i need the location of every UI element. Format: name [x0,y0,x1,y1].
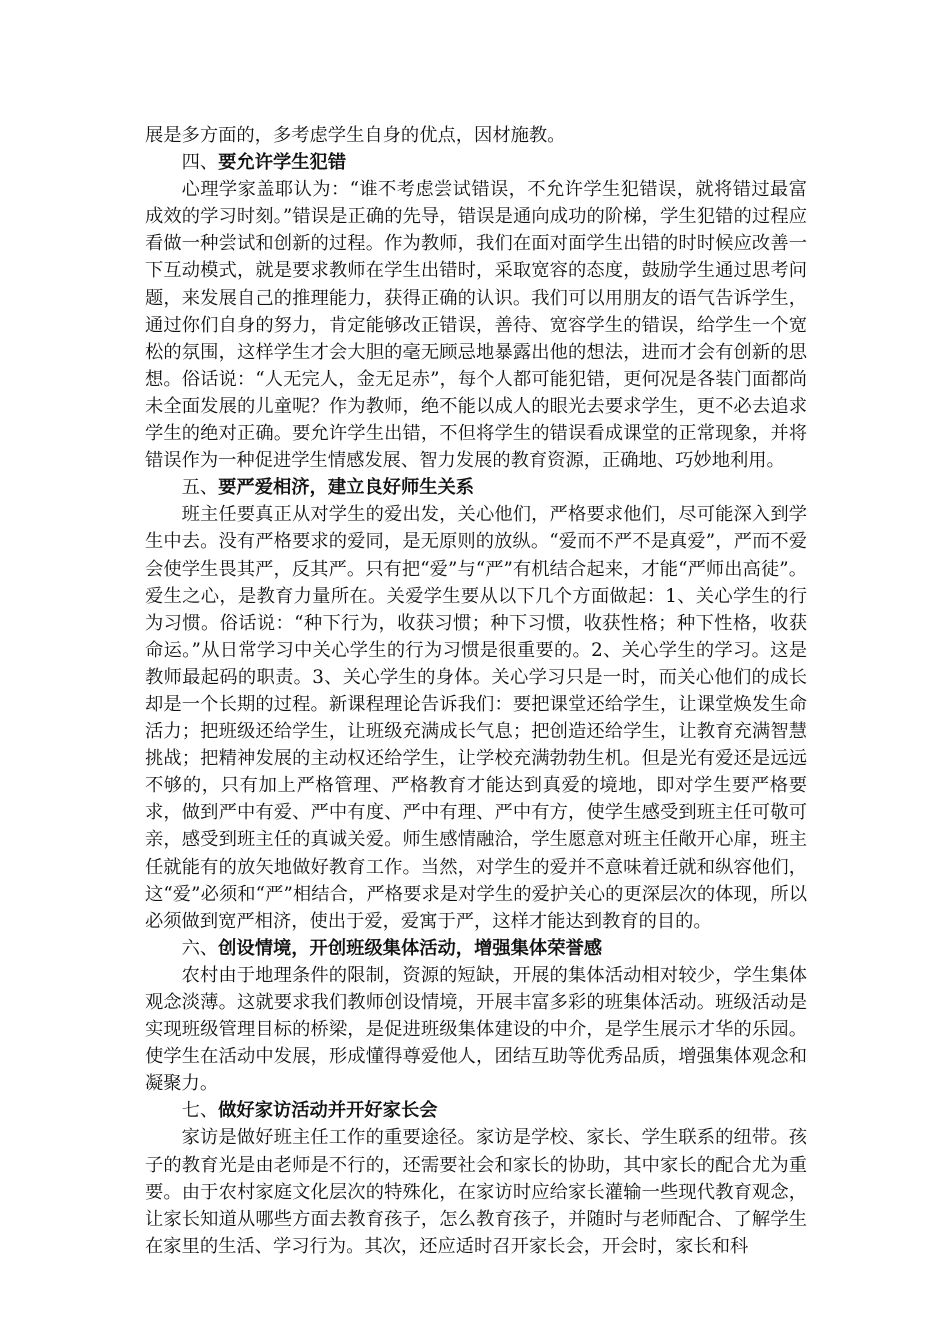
document-page [145,122,807,1260]
section-heading-5 [145,474,807,501]
heading-text: 要严爱相济，建立良好师生关系 [218,477,475,499]
section-heading-7 [145,1097,807,1124]
paragraph-continuation: 展是多方面的，多考虑学生自身的优点，因材施教。 [145,125,566,146]
heading-number: 五、 [181,477,219,499]
section-heading-6 [145,935,807,962]
heading-text: 创设情境，开创班级集体活动，增强集体荣誉感 [218,937,603,959]
heading-number: 七、 [181,1100,219,1122]
heading-text: 做好家访活动并开好家长会 [218,1100,438,1122]
paragraph-home-visits: 家访是做好班主任工作的重要途径。家访是学校、家长、学生联系的纽带。孩子的教育光是由老师是不行的，还需要社会和家长的协助，其中家长的配合尤为重要。由于农村家庭文化层次的特殊化，在家访时应给家长灌输一些现代教育观念，让家长知道从哪些方面去教育孩子，怎么教育孩子，并随时与老师配合、了解学生在家里的生活、学习行为。其次，还应适时召开家长会，开会时，家长和科 [145,1127,807,1257]
heading-text: 要允许学生犯错 [218,152,347,174]
heading-number: 四、 [181,152,219,174]
section-heading-4 [145,149,807,176]
paragraph-class-activities: 农村由于地理条件的限制，资源的短缺，开展的集体活动相对较少，学生集体观念淡薄。这就要求我们教师创设情境，开展丰富多彩的班集体活动。班级活动是实现班级管理目标的桥梁，是促进班级集体建设的中介，是学生展示才华的乐园。使学生在活动中发展，形成懂得尊爱他人，团结互助等优秀品质，增强集体观念和凝聚力。 [145,964,807,1095]
heading-number: 六、 [181,937,219,959]
paragraph-allow-mistakes: 心理学家盖耶认为：“谁不考虑尝试错误，不允许学生犯错误，就将错过最富成效的学习时刻。”错误是正确的先导，错误是通向成功的阶梯，学生犯错的过程应看做一种尝试和创新的过程。作为教师，我们在面对面学生出错的时时候应改善一下互动模式，就是要求教师在学生出错时，采取宽容的态度，鼓励学生通过思考问题，来发展自己的推理能力，获得正确的认识。我们可以用朋友的语气告诉学生，通过你们自身的努力，肯定能够改正错误，善待、宽容学生的错误，给学生一个宽松的氛围，这样学生才会大胆的毫无顾忌地暴露出他的想法，进而才会有创新的思想。俗话说：“人无完人，金无足赤”，每个人都可能犯错，更何况是各装门面都尚未全面发展的儿童呢？作为教师，绝不能以成人的眼光去要求学生，更不必去追求学生的绝对正确。要允许学生出错，不但将学生的错误看成课堂的正常现象，并将错误作为一种促进学生情感发展、智力发展的教育资源，正确地、巧妙地利用。 [145,179,807,472]
paragraph-love-and-strictness: 班主任要真正从对学生的爱出发，关心他们，严格要求他们，尽可能深入到学生中去。没有严格要求的爱同，是无原则的放纵。“爱而不严不是真爱”，严而不爱会使学生畏其严，反其严。只有把“爱”与“严”有机结合起来，才能“严师出高徒”。爱生之心，是教育力量所在。关爱学生要从以下几个方面做起：1、关心学生的行为习惯。俗话说：“种下行为，收获习惯；种下习惯，收获性格；种下性格，收获命运。”从日常学习中关心学生的行为习惯是很重要的。2、关心学生的学习。这是教师最起码的职责。3、关心学生的身体。关心学习只是一时，而关心他们的成长却是一个长期的过程。新课程理论告诉我们：要把课堂还给学生，让课堂焕发生命活力；把班级还给学生，让班级充满成长气息；把创造还给学生，让教育充满智慧挑战；把精神发展的主动权还给学生，让学校充满勃勃生机。但是光有爱还是远远不够的，只有加上严格管理、严格教育才能达到真爱的境地，即对学生要严格要求，做到严中有爱、严中有度、严中有理、严中有方，使学生感受到班主任可敬可亲，感受到班主任的真诚关爱。师生感情融洽，学生愿意对班主任敞开心扉，班主任就能有的放矢地做好教育工作。当然，对学生的爱并不意味着迁就和纵容他们，这“爱”必须和“严”相结合，严格要求是对学生的爱护关心的更深层次的体现，所以必须做到宽严相济，使出于爱，爱寓于严，这样才能达到教育的目的。 [145,504,807,932]
